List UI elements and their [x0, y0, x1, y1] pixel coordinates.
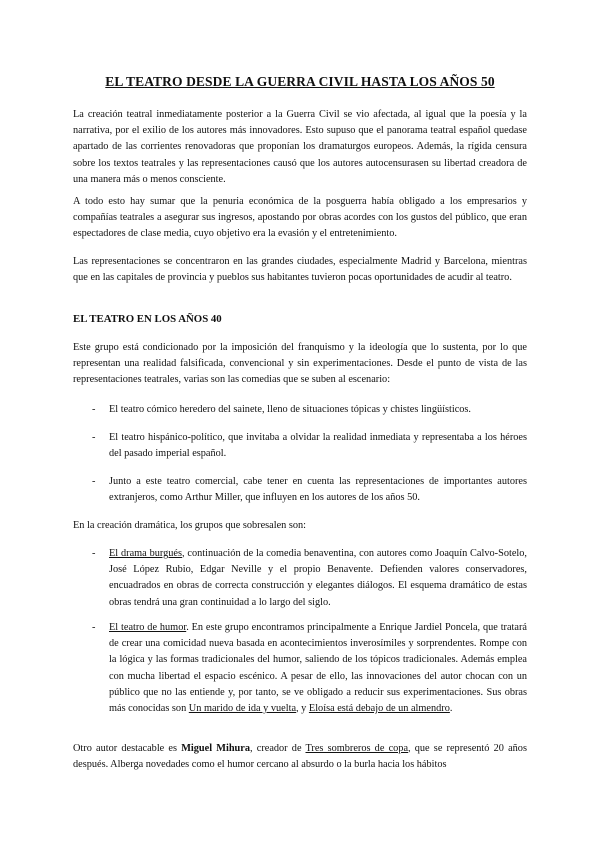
section-heading: EL TEATRO EN LOS AÑOS 40: [73, 313, 222, 325]
list-item-teatro-humor: [109, 620, 527, 717]
bullet-marker: -: [92, 622, 96, 633]
paragraph-cities: Las representaciones se concentraron en las grandes ciudades, especialmente Madrid y Barcelona, mientras que en las capitales de provincia y pueblos sus habitantes tuvieron pocas oportunidades de acudir al teatro.: [73, 256, 527, 284]
text-run: Otro autor destacable es: [73, 743, 182, 754]
groups-intro: En la creación dramática, los grupos que sobresalen son:: [73, 520, 307, 531]
paragraph-intro: La creación teatral inmediatamente posterior a la Guerra Civil se vio afectada, al igual que la poesía y la narrativa, por el exilio de los autores más innovadores. Esto supuso que el panorama teatral español quedase apartado de las corrientes renovadoras que proponían los dramaturgos europeos. Además, la rígida censura sobre los textos teatrales y las representaciones causó que los autores autocensurasen su libertad creadora de una manera más o menos consciente.: [73, 109, 527, 185]
list-item: El teatro hispánico-político, que invitaba a olvidar la realidad inmediata y representaba a los héroes del pasado imperial español.: [109, 432, 527, 460]
bullet-marker: -: [92, 476, 96, 487]
work-title: Un marido de ida y vuelta: [188, 703, 297, 715]
group-text: , continuación de la comedia benaventina, con autores como Joaquín Calvo-Sotelo, José López Rubio, Edgar Neville y el propio Benavente. Defienden valores conservadores, encuadrados en obras de correcta construcción y elegantes diálogos. El esquema dramático de estas obras tendrá una gran continuidad a lo largo del siglo.: [109, 548, 527, 608]
group-text: . En este grupo encontramos principalmente a Enrique Jardiel Poncela, que tratará de crear una comicidad nueva basada en acontecimientos inverosímiles y sorprendentes. Rompe con la lógica y las formas tradicionales del humor, saliendo de los tópicos tradicionales. Además emplea con mucha libertad el espacio escénico. A pesar de ello, las innovaciones del autor chocan con un público que no las entiende y, por tanto, se ve obligado a reducir sus experimentaciones. Sus obras más conocidas son: [109, 622, 527, 715]
list-item-drama-burgues: [109, 546, 527, 611]
group-text: , y: [296, 703, 309, 715]
bullet-marker: -: [92, 404, 96, 415]
page-title: EL TEATRO DESDE LA GUERRA CIVIL HASTA LOS AÑOS 50: [105, 74, 495, 89]
paragraph-mihura: [73, 741, 527, 773]
paragraph-economy: A todo esto hay sumar que la penuria económica de la posguerra había obligado a los empresarios y compañías teatrales a asegurar sus ingresos, apostando por obras acordes con los gustos del público, que eran espectadores de clase media, cuyo objetivo era la evasión y el entretenimiento.: [73, 196, 527, 240]
author-name: Miguel Mihura: [181, 743, 250, 754]
bullet-marker: -: [92, 432, 96, 443]
text-run: , creador de: [250, 743, 306, 754]
text-run: , que se representó 20 años después. Alberga novedades como el humor cercano al absurdo o la burla hacia los hábitos: [73, 743, 527, 771]
section-intro: Este grupo está condicionado por la imposición del franquismo y la ideología que lo sustenta, por lo que representan una realidad falsificada, convencional y sin experimentaciones. Desde el punto de vista de las representaciones teatrales, varias son las comedias que se suben al escenario:: [73, 342, 527, 386]
work-title: Eloísa está debajo de un almendro: [308, 703, 450, 715]
bullet-marker: -: [92, 548, 96, 559]
group-text: .: [449, 703, 453, 715]
list-item: El teatro cómico heredero del sainete, lleno de situaciones tópicas y chistes lingüísticos.: [109, 404, 471, 415]
group-label: El drama burgués: [109, 548, 182, 559]
group-label: El teatro de humor: [109, 622, 187, 633]
list-item: Junto a este teatro comercial, cabe tener en cuenta las representaciones de importantes autores extranjeros, como Arthur Miller, que influyen en los autores de los años 50.: [109, 476, 527, 504]
work-title: Tres sombreros de copa: [305, 743, 409, 754]
